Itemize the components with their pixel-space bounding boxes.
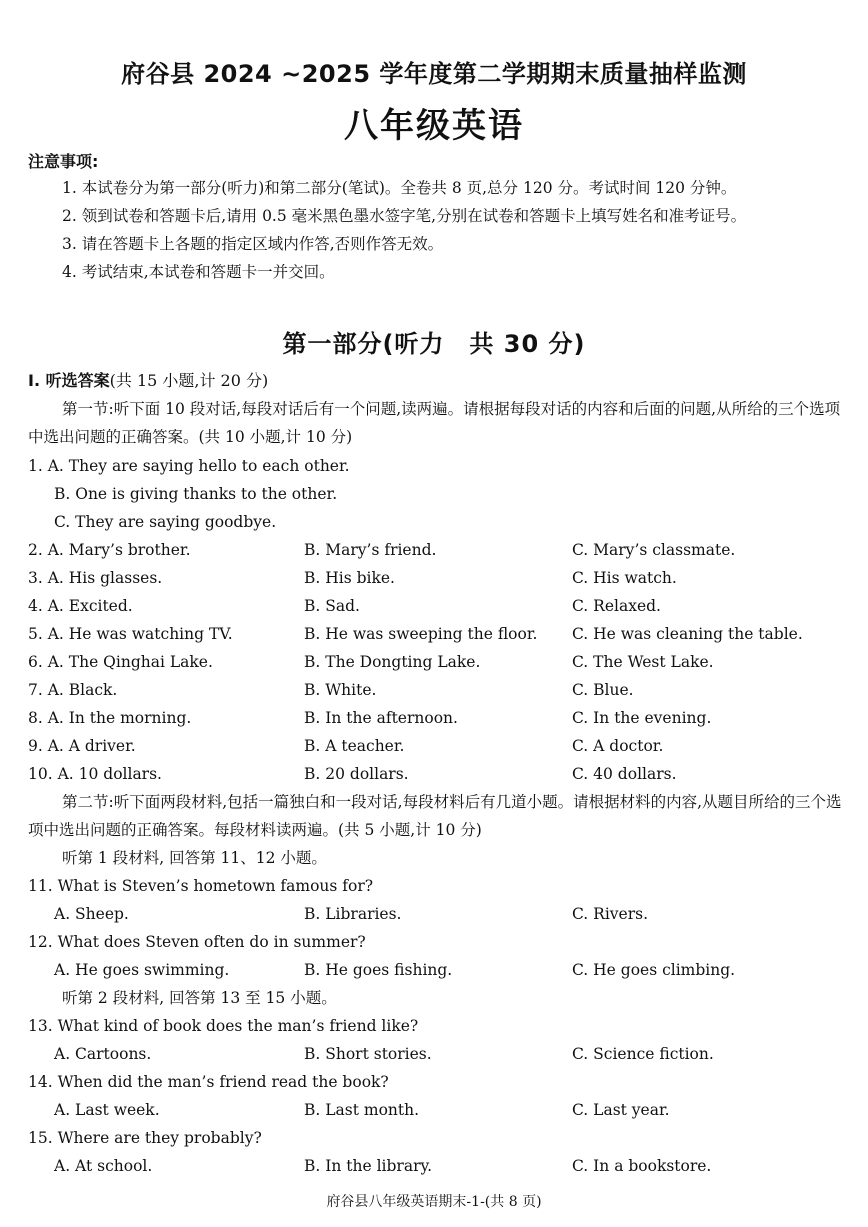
- exam-title: 府谷县 2024 ~2025 学年度第二学期期末质量抽样监测: [121, 60, 747, 88]
- option-c: C. His watch.: [572, 569, 677, 587]
- note-item: 4. 考试结束,本试卷和答题卡一并交回。: [62, 263, 335, 281]
- option-a: 9. A. A driver.: [28, 737, 136, 755]
- question-row: [28, 480, 843, 508]
- page-footer: 府谷县八年级英语期末-1-(共 8 页): [326, 1194, 542, 1210]
- option-b: B. Mary’s friend.: [304, 541, 437, 559]
- question-row: [28, 536, 843, 564]
- note-item: 2. 领到试卷和答题卡后,请用 0.5 毫米黑色墨水签字笔,分别在试卷和答题卡上填写姓名和准考证号。: [62, 207, 747, 225]
- notes-heading: 注意事项:: [28, 152, 99, 171]
- listen-instruction: 听第 1 段材料, 回答第 11、12 小题。: [62, 849, 327, 867]
- option-b: B. 20 dollars.: [304, 765, 409, 783]
- question-row: [28, 592, 843, 620]
- option-b: B. Sad.: [304, 597, 360, 615]
- exam-subject: 八年级英语: [344, 106, 524, 146]
- option-c: C. Last year.: [572, 1101, 670, 1119]
- option-b: B. One is giving thanks to the other.: [54, 485, 338, 503]
- notes-list: [28, 174, 843, 286]
- question-row: [28, 452, 843, 480]
- option-b: B. His bike.: [304, 569, 395, 587]
- section-note: (共 15 小题,计 20 分): [109, 371, 269, 390]
- option-b: B. He goes fishing.: [304, 961, 453, 979]
- option-a: A. He goes swimming.: [54, 961, 230, 979]
- option-b: B. In the afternoon.: [304, 709, 458, 727]
- option-b: B. In the library.: [304, 1157, 433, 1175]
- stem-text: 11. What is Steven’s hometown famous for?: [28, 877, 374, 895]
- option-a: 7. A. Black.: [28, 681, 118, 699]
- question-stem: [28, 1124, 843, 1152]
- question-row: [28, 1096, 843, 1124]
- option-c: C. Blue.: [572, 681, 634, 699]
- option-c: C. Relaxed.: [572, 597, 661, 615]
- sub1-instructions: [28, 395, 843, 451]
- option-b: B. Short stories.: [304, 1045, 432, 1063]
- sub2-instructions: [28, 788, 843, 844]
- listen-instruction: 听第 2 段材料, 回答第 13 至 15 小题。: [62, 989, 337, 1007]
- question-stem: [28, 872, 843, 900]
- option-a: 6. A. The Qinghai Lake.: [28, 653, 213, 671]
- option-a: 2. A. Mary’s brother.: [28, 541, 191, 559]
- question-row: [28, 1152, 843, 1180]
- option-c: C. A doctor.: [572, 737, 664, 755]
- question-stem: [28, 1012, 843, 1040]
- option-c: C. 40 dollars.: [572, 765, 677, 783]
- section-label: Ⅰ. 听选答案: [28, 371, 110, 390]
- option-a: 10. A. 10 dollars.: [28, 765, 162, 783]
- question-row: [28, 648, 843, 676]
- sub1-text: 第一节:听下面 10 段对话,每段对话后有一个问题,读两遍。请根据每段对话的内容和后面的问题,从所给的三个选项中选出问题的正确答案。(共 10 小题,计 10 分): [28, 400, 841, 446]
- stem-text: 13. What kind of book does the man’s friend like?: [28, 1017, 419, 1035]
- option-c: C. The West Lake.: [572, 653, 714, 671]
- question-row: [28, 564, 843, 592]
- stem-text: 14. When did the man’s friend read the book?: [28, 1073, 389, 1091]
- note-item: 3. 请在答题卡上各题的指定区域内作答,否则作答无效。: [62, 235, 444, 253]
- option-b: B. Libraries.: [304, 905, 402, 923]
- question-row: [28, 676, 843, 704]
- option-c: C. He was cleaning the table.: [572, 625, 803, 643]
- option-a: 4. A. Excited.: [28, 597, 133, 615]
- sub2-text: 第二节:听下面两段材料,包括一篇独白和一段对话,每段材料后有几道小题。请根据材料的内容,从题目所给的三个选项中选出问题的正确答案。每段材料读两遍。(共 5 小题,计 10 分): [28, 793, 842, 839]
- question-stem: [28, 928, 843, 956]
- question-row: [28, 956, 843, 984]
- stem-text: 15. Where are they probably?: [28, 1129, 262, 1147]
- option-a: A. Last week.: [54, 1101, 160, 1119]
- option-b: B. Last month.: [304, 1101, 420, 1119]
- question-row: [28, 620, 843, 648]
- question-row: [28, 760, 843, 788]
- option-a: 8. A. In the morning.: [28, 709, 192, 727]
- option-a: A. At school.: [54, 1157, 153, 1175]
- stem-text: 12. What does Steven often do in summer?: [28, 933, 366, 951]
- option-c: C. Mary’s classmate.: [572, 541, 736, 559]
- note-item: 1. 本试卷分为第一部分(听力)和第二部分(笔试)。全卷共 8 页,总分 120 分。考试时间 120 分钟。: [62, 179, 737, 197]
- option-a: A. Sheep.: [54, 905, 129, 923]
- question-row: [28, 900, 843, 928]
- option-a: 5. A. He was watching TV.: [28, 625, 233, 643]
- option-c: C. In the evening.: [572, 709, 712, 727]
- question-row: [28, 704, 843, 732]
- question-stem: [28, 1068, 843, 1096]
- question-row: [28, 508, 843, 536]
- option-a: A. Cartoons.: [54, 1045, 152, 1063]
- option-b: B. A teacher.: [304, 737, 405, 755]
- option-b: B. White.: [304, 681, 377, 699]
- question-row: [28, 1040, 843, 1068]
- option-c: C. Rivers.: [572, 905, 649, 923]
- option-b: B. He was sweeping the floor.: [304, 625, 538, 643]
- part-title: 第一部分(听力 共 30 分): [282, 330, 586, 358]
- option-a: 3. A. His glasses.: [28, 569, 163, 587]
- option-c: C. In a bookstore.: [572, 1157, 712, 1175]
- option-c: C. He goes climbing.: [572, 961, 736, 979]
- option-c: C. They are saying goodbye.: [54, 513, 277, 531]
- question-row: [28, 732, 843, 760]
- option-a: 1. A. They are saying hello to each other.: [28, 457, 350, 475]
- option-c: C. Science fiction.: [572, 1045, 714, 1063]
- section-heading: [28, 368, 268, 391]
- option-b: B. The Dongting Lake.: [304, 653, 481, 671]
